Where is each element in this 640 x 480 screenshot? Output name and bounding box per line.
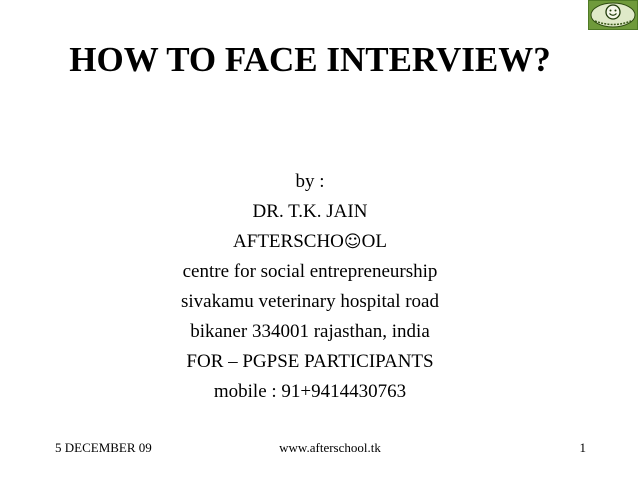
city-line: bikaner 334001 rajasthan, india (190, 321, 430, 342)
smiley-icon: ☺ (343, 232, 362, 252)
mobile-line: mobile : 91+9414430763 (213, 381, 407, 402)
footer-date: 5 DECEMBER 09 (55, 440, 152, 455)
slide-body (0, 167, 620, 407)
centre-line: centre for social entrepreneurship (182, 261, 438, 282)
footer-page-number: 1 (579, 440, 586, 455)
audience-line: FOR – PGPSE PARTICIPANTS (186, 351, 434, 372)
smiley-face-icon (589, 1, 637, 29)
organization-suffix: OL (361, 231, 387, 252)
organization-prefix: AFTERSCHO (233, 231, 344, 252)
slide-title: HOW TO FACE INTERVIEW? (69, 40, 551, 79)
address-line: sivakamu veterinary hospital road (180, 291, 439, 312)
smiley-logo-icon (588, 0, 638, 30)
footer-website: www.afterschool.tk (279, 440, 381, 455)
by-line: by : (295, 171, 325, 192)
author-line: DR. T.K. JAIN (252, 201, 368, 222)
organization-line (0, 227, 620, 257)
